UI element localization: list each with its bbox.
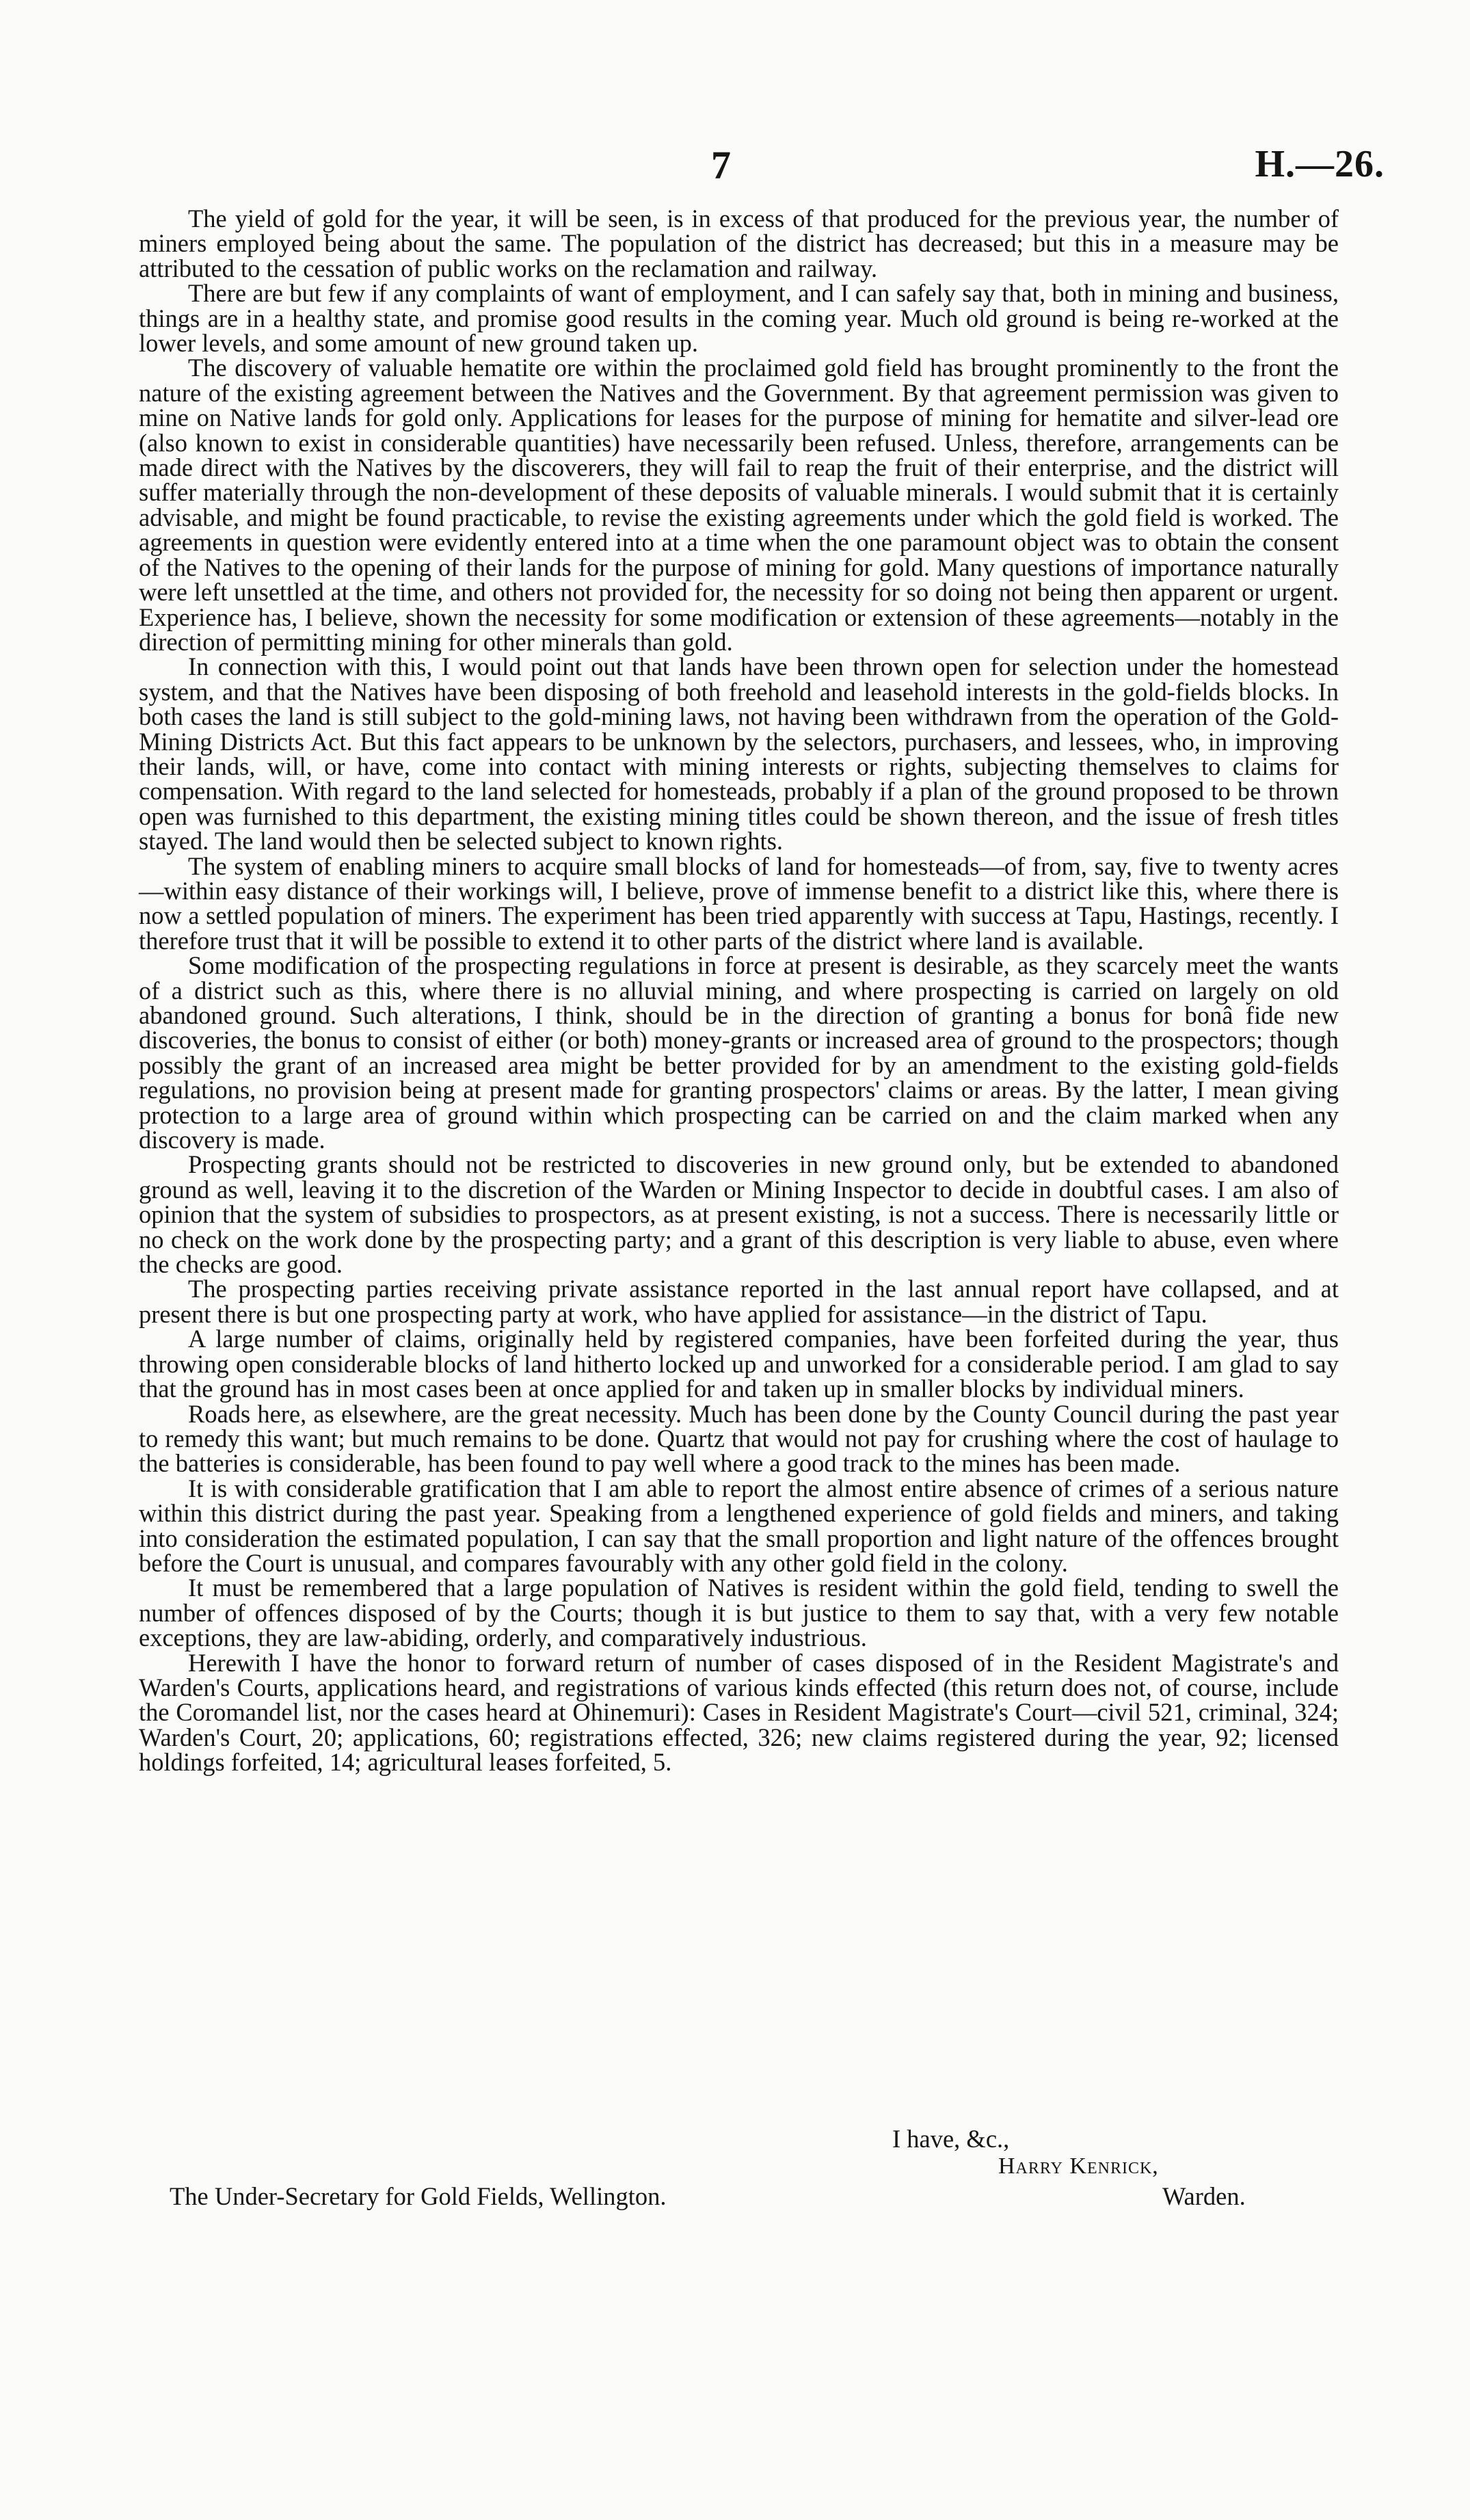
paragraph-roads: Roads here, as elsewhere, are the great necessity. Much has been done by the County Council during the past year to remedy this want; but much remains to be done. Quartz that would not pay for crushing where the cost of haulage to the batteries is considerable, has been found to pay well where a good track to the mines has been made. bbox=[139, 1399, 1339, 1478]
paragraph-employment: There are but few if any complaints of want of employment, and I can safely say that, both in mining and business, things are in a healthy state, and promise good results in the coming year. Much old ground is being re-worked at the lower levels, and some amount of new ground taken up. bbox=[139, 279, 1339, 358]
report-body bbox=[139, 204, 1339, 1777]
paragraph-prospecting-grants: Prospecting grants should not be restricted to discoveries in new ground only, but be extended to abandoned ground as well, leaving it to the discretion of the Warden or Mining Inspector to decide in doubtful cases. I am also of opinion that the system of subsidies to prospectors, as at present existing, is not a success. There is necessarily little or no check on the work done by the prospecting party; and a grant of this description is very liable to abuse, even where the checks are good. bbox=[139, 1150, 1339, 1279]
page-number: 7 bbox=[711, 143, 731, 187]
paragraph-hematite: The discovery of valuable hematite ore within the proclaimed gold field has brought prominently to the front the nature of the existing agreement between the Natives and the Government. By that agreement permission was given to mine on Native lands for gold only. Applications for leases for the purpose of mining for hematite and silver-lead ore (also known to exist in considerable quantities) have necessarily been refused. Unless, therefore, arrangements can be made direct with the Natives by the discoverers, they will fail to reap the fruit of their enterprise, and the district will suffer materially through the non-development of these deposits of valuable minerals. I would submit that it is certainly advisable, and might be found practicable, to revise the existing agreements under which the gold field is worked. The agreements in question were evidently entered into at a time when the one paramount object was to obtain the consent of the Natives to the opening of their lands for the purpose of mining for gold. Many questions of importance naturally were left unsettled at the time, and others not provided for, the necessity for so doing not being then apparent or urgent. Experience has, I believe, shown the necessity for some modification or extension of these agreements—notably in the direction of permitting mining for other minerals than gold. bbox=[139, 354, 1339, 656]
signature: Harry Kenrick, bbox=[998, 2153, 1159, 2179]
paragraph-homestead-lands: In connection with this, I would point out that lands have been thrown open for selection under the homestead system, and that the Natives have been disposing of both freehold and leasehold interests in the gold-fields blocks. In both cases the land is still subject to the gold-mining laws, not having been withdrawn from the operation of the Gold-Mining Districts Act. But this fact appears to be unknown by the selectors, purchasers, and lessees, who, in improving their lands, will, or have, come into contact with mining interests or rights, subjecting themselves to claims for compensation. With regard to the land selected for homesteads, probably if a plan of the ground proposed to be thrown open was furnished to this department, the existing mining titles could be shown thereon, and the issue of fresh titles stayed. The land would then be selected subject to known rights. bbox=[139, 652, 1339, 856]
paragraph-prospecting-parties: The prospecting parties receiving private assistance reported in the last annual report have collapsed, and at present there is but one prospecting party at work, who have applied for assistance—in the district of Tapu. bbox=[139, 1275, 1339, 1328]
paragraph-crime: It is with considerable gratification that I am able to report the almost entire absence of crimes of a serious nature within this district during the past year. Speaking from a lengthened experience of gold fields and miners, and taking into consideration the estimated population, I can say that the small proportion and light nature of the offences brought before the Court is unusual, and compares favourably with any other gold field in the colony. bbox=[139, 1474, 1339, 1577]
paragraph-gold-yield: The yield of gold for the year, it will be seen, is in excess of that produced for the previous year, the number of miners employed being about the same. The population of the district has decreased; but this in a measure may be attributed to the cessation of public works on the reclamation and railway. bbox=[139, 204, 1339, 282]
paragraph-small-blocks: The system of enabling miners to acquire small blocks of land for homesteads—of from, say, five to twenty acres—within easy distance of their workings will, I believe, prove of immense benefit to a district like this, where there is now a settled population of miners. The experiment has been tried apparently with success at Tapu, Hastings, recently. I therefore trust that it will be possible to extend it to other parts of the district where land is available. bbox=[139, 851, 1339, 955]
document-reference: H.—26. bbox=[1255, 143, 1385, 185]
paragraph-prospecting-regulations: Some modification of the prospecting regulations in force at present is desirable, as they scarcely meet the wants of a district such as this, where there is no alluvial mining, and where prospecting is carried on largely on old abandoned ground. Such alterations, I think, should be in the direction of granting a bonus for bonâ fide new discoveries, the bonus to consist of either (or both) money-grants or increased area of ground to the prospectors; though possibly the grant of an increased area might be better provided for by an amendment to the existing gold-fields regulations, no provision being at present made for granting prospectors' claims or areas. By the latter, I mean giving protection to a large area of ground within which prospecting can be carried on and the claim marked when any discovery is made. bbox=[139, 951, 1339, 1154]
signatory-title: Warden. bbox=[1162, 2182, 1246, 2210]
paragraph-natives: It must be remembered that a large population of Natives is resident within the gold field, tending to swell the number of offences disposed of by the Courts; though it is but justice to them to say that, with a very few notable exceptions, they are law-abiding, orderly, and comparatively industrious. bbox=[139, 1574, 1339, 1652]
paragraph-forfeited-claims: A large number of claims, originally held by registered companies, have been forfeited during the year, thus throwing open considerable blocks of land hitherto locked up and unworked for a considerable period. I am glad to say that the ground has in most cases been at once applied for and taken up in smaller blocks by individual miners. bbox=[139, 1325, 1339, 1403]
paragraph-court-returns: Herewith I have the honor to forward return of number of cases disposed of in the Resident Magistrate's and Warden's Courts, applications heard, and registrations of various kinds effected (this return does not, of course, include the Coromandel list, nor the cases heard at Ohinemuri): Cases in Resident Magistrate's Court—civil 521, criminal, 324; Warden's Court, 20; applications, 60; registrations effected, 326; new claims registered during the year, 92; licensed holdings forfeited, 14; agricultural leases forfeited, 5. bbox=[139, 1648, 1339, 1777]
sign-off: I have, &c., bbox=[892, 2125, 1010, 2153]
addressee: The Under-Secretary for Gold Fields, Wellington. bbox=[170, 2182, 667, 2210]
